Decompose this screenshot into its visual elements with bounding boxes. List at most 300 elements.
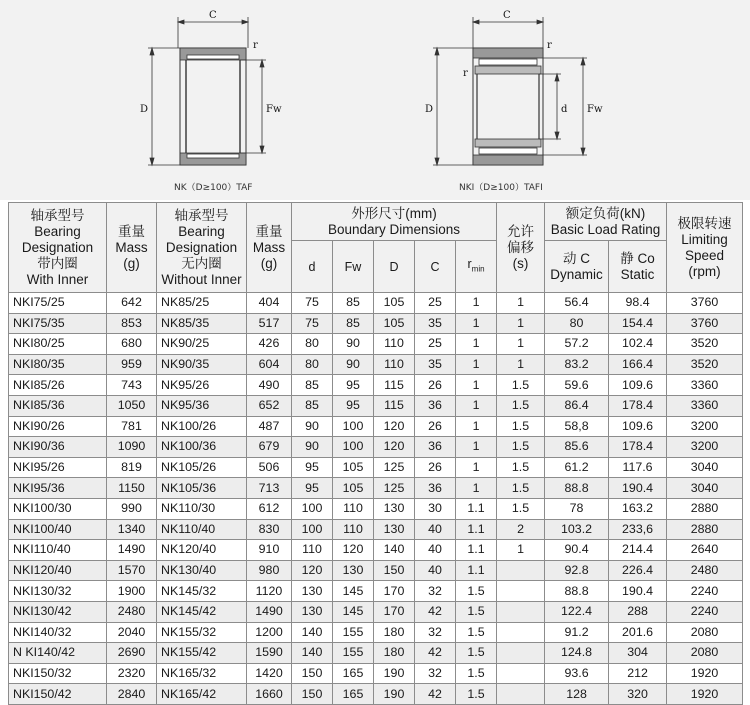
cell-mass-with-inner: 853	[107, 313, 157, 334]
nki-label-d-inner: d	[561, 104, 568, 115]
cell-static-load: 214.4	[609, 540, 667, 561]
cell-mass-with-inner: 1340	[107, 519, 157, 540]
cell-designation-with-inner: NKI120/40	[9, 560, 107, 581]
cell-mass-without-inner: 980	[247, 560, 292, 581]
cell-designation-without-inner: NK145/32	[157, 581, 247, 602]
cell-rmin: 1	[456, 416, 497, 437]
nki-label-d-outer: D	[425, 104, 434, 115]
cell-mass-without-inner: 506	[247, 457, 292, 478]
cell-designation-without-inner: NK165/32	[157, 663, 247, 684]
cell-mass-with-inner: 2690	[107, 643, 157, 664]
cell-d: 90	[292, 437, 333, 458]
header-dim-rmin: $r_{min}$	[456, 241, 497, 293]
cell-fw: 145	[333, 581, 374, 602]
cell-mass-with-inner: 1150	[107, 478, 157, 499]
cell-offset	[497, 560, 545, 581]
cell-c: 42	[415, 684, 456, 705]
nk-diagram-caption: NK（D≥100）TAF	[174, 183, 253, 193]
cell-designation-with-inner: NKI90/26	[9, 416, 107, 437]
cell-mass-with-inner: 2480	[107, 601, 157, 622]
bearing-spec-table-wrapper	[8, 202, 742, 705]
cell-c: 35	[415, 313, 456, 334]
cell-outer-d: 130	[374, 498, 415, 519]
cell-offset: 1.5	[497, 416, 545, 437]
cell-d: 110	[292, 540, 333, 561]
cell-offset	[497, 684, 545, 705]
cell-c: 32	[415, 581, 456, 602]
cell-mass-without-inner: 652	[247, 395, 292, 416]
cell-offset: 1.5	[497, 437, 545, 458]
cell-static-load: 109.6	[609, 375, 667, 396]
cell-limiting-speed: 1920	[667, 684, 743, 705]
cell-outer-d: 110	[374, 354, 415, 375]
cell-fw: 100	[333, 437, 374, 458]
cell-fw: 165	[333, 684, 374, 705]
cell-limiting-speed: 3040	[667, 457, 743, 478]
table-row	[9, 457, 743, 478]
cell-mass-with-inner: 2040	[107, 622, 157, 643]
cell-c: 40	[415, 540, 456, 561]
table-row	[9, 293, 743, 314]
cell-dynamic-load: 88.8	[545, 581, 609, 602]
cell-c: 26	[415, 416, 456, 437]
cell-static-load: 166.4	[609, 354, 667, 375]
table-row	[9, 375, 743, 396]
cell-dynamic-load: 78	[545, 498, 609, 519]
table-row	[9, 395, 743, 416]
diagram-area	[0, 0, 750, 200]
cell-fw: 95	[333, 375, 374, 396]
cell-offset	[497, 601, 545, 622]
cell-d: 75	[292, 313, 333, 334]
cell-c: 32	[415, 663, 456, 684]
cell-static-load: 109.6	[609, 416, 667, 437]
cell-static-load: 102.4	[609, 334, 667, 355]
cell-dynamic-load: 57.2	[545, 334, 609, 355]
cell-mass-with-inner: 819	[107, 457, 157, 478]
cell-c: 36	[415, 395, 456, 416]
cell-mass-with-inner: 1050	[107, 395, 157, 416]
nk-label-fw: Fw	[266, 104, 282, 115]
cell-designation-without-inner: NK110/40	[157, 519, 247, 540]
cell-d: 80	[292, 334, 333, 355]
header-designation-without-inner: 轴承型号 Bearing Designation 无内圈 Without Inner	[157, 203, 247, 293]
cell-rmin: 1	[456, 293, 497, 314]
cell-d: 140	[292, 643, 333, 664]
cell-designation-without-inner: NK95/26	[157, 375, 247, 396]
cell-d: 140	[292, 622, 333, 643]
cell-designation-without-inner: NK130/40	[157, 560, 247, 581]
cell-fw: 130	[333, 560, 374, 581]
cell-c: 35	[415, 354, 456, 375]
cell-designation-with-inner: NKI80/25	[9, 334, 107, 355]
cell-static-load: 212	[609, 663, 667, 684]
cell-limiting-speed: 2880	[667, 519, 743, 540]
table-row	[9, 519, 743, 540]
cell-rmin: 1.1	[456, 540, 497, 561]
cell-c: 32	[415, 622, 456, 643]
header-dim-fw: Fw	[333, 241, 374, 293]
cell-limiting-speed: 3200	[667, 437, 743, 458]
cell-d: 85	[292, 375, 333, 396]
cell-mass-without-inner: 1660	[247, 684, 292, 705]
cell-d: 150	[292, 684, 333, 705]
cell-mass-without-inner: 487	[247, 416, 292, 437]
cell-fw: 90	[333, 354, 374, 375]
cell-rmin: 1	[456, 437, 497, 458]
cell-designation-with-inner: NKI90/36	[9, 437, 107, 458]
cell-offset: 1.5	[497, 478, 545, 499]
cell-fw: 95	[333, 395, 374, 416]
cell-mass-without-inner: 404	[247, 293, 292, 314]
cell-c: 36	[415, 478, 456, 499]
header-dim-outer-d: D	[374, 241, 415, 293]
cell-designation-with-inner: NKI95/26	[9, 457, 107, 478]
cell-d: 100	[292, 498, 333, 519]
cell-offset	[497, 581, 545, 602]
cell-limiting-speed: 2640	[667, 540, 743, 561]
cell-outer-d: 190	[374, 684, 415, 705]
table-row	[9, 663, 743, 684]
cell-mass-with-inner: 781	[107, 416, 157, 437]
cell-designation-without-inner: NK100/26	[157, 416, 247, 437]
cell-mass-with-inner: 680	[107, 334, 157, 355]
table-row	[9, 581, 743, 602]
cell-mass-with-inner: 2840	[107, 684, 157, 705]
cell-outer-d: 105	[374, 313, 415, 334]
header-designation-with-inner: 轴承型号 Bearing Designation 带内圈 With Inner	[9, 203, 107, 293]
cell-outer-d: 110	[374, 334, 415, 355]
cell-offset: 1	[497, 293, 545, 314]
cell-limiting-speed: 3360	[667, 375, 743, 396]
cell-designation-without-inner: NK145/42	[157, 601, 247, 622]
cell-limiting-speed: 3520	[667, 334, 743, 355]
cell-mass-without-inner: 713	[247, 478, 292, 499]
cell-designation-without-inner: NK110/30	[157, 498, 247, 519]
cell-limiting-speed: 3040	[667, 478, 743, 499]
cell-designation-with-inner: NKI95/36	[9, 478, 107, 499]
nki-bearing-diagram	[375, 0, 750, 200]
header-mass-with-inner: 重量 Mass (g)	[107, 203, 157, 293]
cell-dynamic-load: 85.6	[545, 437, 609, 458]
cell-mass-with-inner: 1570	[107, 560, 157, 581]
cell-rmin: 1.5	[456, 581, 497, 602]
cell-static-load: 304	[609, 643, 667, 664]
cell-dynamic-load: 122.4	[545, 601, 609, 622]
header-offset: 允许 偏移 (s)	[497, 203, 545, 293]
cell-designation-with-inner: NKI75/25	[9, 293, 107, 314]
cell-designation-without-inner: NK105/26	[157, 457, 247, 478]
cell-rmin: 1	[456, 334, 497, 355]
cell-limiting-speed: 2240	[667, 581, 743, 602]
cell-static-load: 178.4	[609, 437, 667, 458]
cell-d: 95	[292, 478, 333, 499]
cell-limiting-speed: 2080	[667, 643, 743, 664]
cell-d: 75	[292, 293, 333, 314]
cell-designation-without-inner: NK155/32	[157, 622, 247, 643]
cell-outer-d: 120	[374, 416, 415, 437]
header-basic-load-rating: 额定负荷(kN) Basic Load Rating	[545, 203, 667, 241]
cell-mass-without-inner: 426	[247, 334, 292, 355]
cell-fw: 110	[333, 519, 374, 540]
cell-c: 36	[415, 437, 456, 458]
cell-d: 85	[292, 395, 333, 416]
cell-outer-d: 180	[374, 643, 415, 664]
cell-offset: 1	[497, 354, 545, 375]
cell-dynamic-load: 90.4	[545, 540, 609, 561]
cell-rmin: 1	[456, 354, 497, 375]
cell-designation-with-inner: N KI140/42	[9, 643, 107, 664]
cell-rmin: 1.5	[456, 622, 497, 643]
cell-d: 130	[292, 601, 333, 622]
cell-mass-without-inner: 679	[247, 437, 292, 458]
cell-d: 150	[292, 663, 333, 684]
cell-static-load: 288	[609, 601, 667, 622]
cell-c: 26	[415, 457, 456, 478]
cell-dynamic-load: 86.4	[545, 395, 609, 416]
cell-c: 42	[415, 643, 456, 664]
cell-designation-with-inner: NKI80/35	[9, 354, 107, 375]
cell-rmin: 1.5	[456, 601, 497, 622]
cell-c: 40	[415, 560, 456, 581]
table-row	[9, 354, 743, 375]
cell-outer-d: 105	[374, 293, 415, 314]
cell-static-load: 190.4	[609, 478, 667, 499]
cell-dynamic-load: 56.4	[545, 293, 609, 314]
cell-rmin: 1	[456, 457, 497, 478]
cell-dynamic-load: 103.2	[545, 519, 609, 540]
cell-fw: 155	[333, 622, 374, 643]
cell-limiting-speed: 3760	[667, 313, 743, 334]
cell-mass-without-inner: 1590	[247, 643, 292, 664]
cell-offset: 1.5	[497, 457, 545, 478]
cell-static-load: 226.4	[609, 560, 667, 581]
cell-mass-with-inner: 990	[107, 498, 157, 519]
header-limiting-speed: 极限转速 Limiting Speed (rpm)	[667, 203, 743, 293]
cell-outer-d: 130	[374, 519, 415, 540]
cell-d: 130	[292, 581, 333, 602]
cell-static-load: 163.2	[609, 498, 667, 519]
cell-static-load: 201.6	[609, 622, 667, 643]
cell-designation-without-inner: NK165/42	[157, 684, 247, 705]
cell-rmin: 1.1	[456, 498, 497, 519]
table-row	[9, 437, 743, 458]
header-mass-without-inner: 重量 Mass (g)	[247, 203, 292, 293]
nk-label-r: r	[253, 40, 258, 51]
cell-rmin: 1	[456, 375, 497, 396]
cell-rmin: 1.5	[456, 643, 497, 664]
cell-designation-without-inner: NK100/36	[157, 437, 247, 458]
cell-limiting-speed: 2480	[667, 560, 743, 581]
cell-rmin: 1.5	[456, 663, 497, 684]
cell-mass-without-inner: 830	[247, 519, 292, 540]
cell-c: 40	[415, 519, 456, 540]
cell-designation-with-inner: NKI75/35	[9, 313, 107, 334]
cell-designation-with-inner: NKI85/26	[9, 375, 107, 396]
table-row	[9, 643, 743, 664]
cell-static-load: 233,6	[609, 519, 667, 540]
cell-designation-with-inner: NKI150/42	[9, 684, 107, 705]
cell-c: 25	[415, 293, 456, 314]
cell-outer-d: 190	[374, 663, 415, 684]
cell-offset	[497, 663, 545, 684]
nki-label-fw: Fw	[587, 104, 603, 115]
cell-mass-with-inner: 959	[107, 354, 157, 375]
cell-fw: 85	[333, 313, 374, 334]
table-body	[9, 293, 743, 705]
cell-outer-d: 180	[374, 622, 415, 643]
cell-designation-with-inner: NKI100/40	[9, 519, 107, 540]
cell-d: 95	[292, 457, 333, 478]
cell-dynamic-load: 80	[545, 313, 609, 334]
cell-offset: 1	[497, 540, 545, 561]
nki-label-r-inner: r	[463, 68, 468, 79]
cell-outer-d: 125	[374, 478, 415, 499]
cell-mass-without-inner: 1120	[247, 581, 292, 602]
cell-offset: 1.5	[497, 498, 545, 519]
cell-outer-d: 115	[374, 395, 415, 416]
cell-dynamic-load: 91.2	[545, 622, 609, 643]
table-row	[9, 498, 743, 519]
cell-designation-without-inner: NK95/36	[157, 395, 247, 416]
cell-c: 25	[415, 334, 456, 355]
cell-offset: 2	[497, 519, 545, 540]
cell-static-load: 178.4	[609, 395, 667, 416]
cell-rmin: 1	[456, 395, 497, 416]
cell-mass-with-inner: 743	[107, 375, 157, 396]
cell-designation-without-inner: NK90/35	[157, 354, 247, 375]
table-row	[9, 416, 743, 437]
cell-designation-with-inner: NKI140/32	[9, 622, 107, 643]
cell-mass-without-inner: 517	[247, 313, 292, 334]
cell-designation-without-inner: NK120/40	[157, 540, 247, 561]
cell-mass-with-inner: 1490	[107, 540, 157, 561]
cell-designation-without-inner: NK85/35	[157, 313, 247, 334]
cell-designation-without-inner: NK85/25	[157, 293, 247, 314]
cell-static-load: 320	[609, 684, 667, 705]
cell-designation-without-inner: NK90/25	[157, 334, 247, 355]
cell-designation-with-inner: NKI110/40	[9, 540, 107, 561]
cell-mass-without-inner: 1420	[247, 663, 292, 684]
cell-fw: 145	[333, 601, 374, 622]
cell-fw: 90	[333, 334, 374, 355]
table-row	[9, 622, 743, 643]
cell-fw: 100	[333, 416, 374, 437]
cell-rmin: 1	[456, 478, 497, 499]
nk-label-d-outer: D	[140, 104, 149, 115]
nki-label-r: r	[547, 40, 552, 51]
cell-fw: 105	[333, 478, 374, 499]
cell-limiting-speed: 2240	[667, 601, 743, 622]
nk-bearing-diagram	[0, 0, 375, 200]
cell-rmin: 1	[456, 313, 497, 334]
cell-dynamic-load: 128	[545, 684, 609, 705]
cell-limiting-speed: 3360	[667, 395, 743, 416]
table-row	[9, 313, 743, 334]
cell-designation-with-inner: NKI150/32	[9, 663, 107, 684]
cell-mass-without-inner: 910	[247, 540, 292, 561]
cell-d: 80	[292, 354, 333, 375]
cell-designation-with-inner: NKI85/36	[9, 395, 107, 416]
cell-designation-with-inner: NKI130/42	[9, 601, 107, 622]
cell-dynamic-load: 83.2	[545, 354, 609, 375]
header-dim-d: d	[292, 241, 333, 293]
cell-designation-without-inner: NK155/42	[157, 643, 247, 664]
cell-mass-with-inner: 1090	[107, 437, 157, 458]
cell-fw: 105	[333, 457, 374, 478]
header-dim-c: C	[415, 241, 456, 293]
cell-dynamic-load: 124.8	[545, 643, 609, 664]
cell-designation-without-inner: NK105/36	[157, 478, 247, 499]
header-dynamic: 动 C Dynamic	[545, 241, 609, 293]
cell-outer-d: 170	[374, 601, 415, 622]
cell-mass-with-inner: 642	[107, 293, 157, 314]
cell-outer-d: 125	[374, 457, 415, 478]
cell-fw: 120	[333, 540, 374, 561]
cell-limiting-speed: 3200	[667, 416, 743, 437]
cell-dynamic-load: 92.8	[545, 560, 609, 581]
table-row	[9, 478, 743, 499]
table-row	[9, 560, 743, 581]
cell-static-load: 190.4	[609, 581, 667, 602]
nki-diagram-caption: NKI（D≥100）TAFI	[459, 183, 543, 193]
cell-outer-d: 170	[374, 581, 415, 602]
cell-d: 100	[292, 519, 333, 540]
cell-mass-with-inner: 1900	[107, 581, 157, 602]
cell-c: 26	[415, 375, 456, 396]
cell-offset	[497, 622, 545, 643]
header-boundary-dimensions: 外形尺寸(mm) Boundary Dimensions	[292, 203, 497, 241]
cell-mass-with-inner: 2320	[107, 663, 157, 684]
cell-limiting-speed: 3520	[667, 354, 743, 375]
cell-dynamic-load: 61.2	[545, 457, 609, 478]
cell-d: 120	[292, 560, 333, 581]
cell-fw: 85	[333, 293, 374, 314]
cell-d: 90	[292, 416, 333, 437]
cell-rmin: 1.5	[456, 684, 497, 705]
cell-limiting-speed: 3760	[667, 293, 743, 314]
nki-label-c: C	[503, 10, 511, 21]
cell-limiting-speed: 2080	[667, 622, 743, 643]
cell-designation-with-inner: NKI100/30	[9, 498, 107, 519]
cell-outer-d: 120	[374, 437, 415, 458]
cell-outer-d: 150	[374, 560, 415, 581]
table-row	[9, 684, 743, 705]
cell-dynamic-load: 88.8	[545, 478, 609, 499]
cell-c: 30	[415, 498, 456, 519]
cell-dynamic-load: 58,8	[545, 416, 609, 437]
cell-fw: 155	[333, 643, 374, 664]
cell-c: 42	[415, 601, 456, 622]
cell-limiting-speed: 2880	[667, 498, 743, 519]
cell-limiting-speed: 1920	[667, 663, 743, 684]
cell-offset: 1	[497, 313, 545, 334]
cell-designation-with-inner: NKI130/32	[9, 581, 107, 602]
cell-mass-without-inner: 612	[247, 498, 292, 519]
table-row	[9, 334, 743, 355]
table-row	[9, 601, 743, 622]
header-static: 静 Co Static	[609, 241, 667, 293]
cell-static-load: 98.4	[609, 293, 667, 314]
cell-static-load: 117.6	[609, 457, 667, 478]
cell-rmin: 1.1	[456, 519, 497, 540]
cell-dynamic-load: 93.6	[545, 663, 609, 684]
cell-outer-d: 115	[374, 375, 415, 396]
cell-fw: 110	[333, 498, 374, 519]
bearing-spec-table	[8, 202, 743, 705]
cell-rmin: 1.1	[456, 560, 497, 581]
cell-fw: 165	[333, 663, 374, 684]
